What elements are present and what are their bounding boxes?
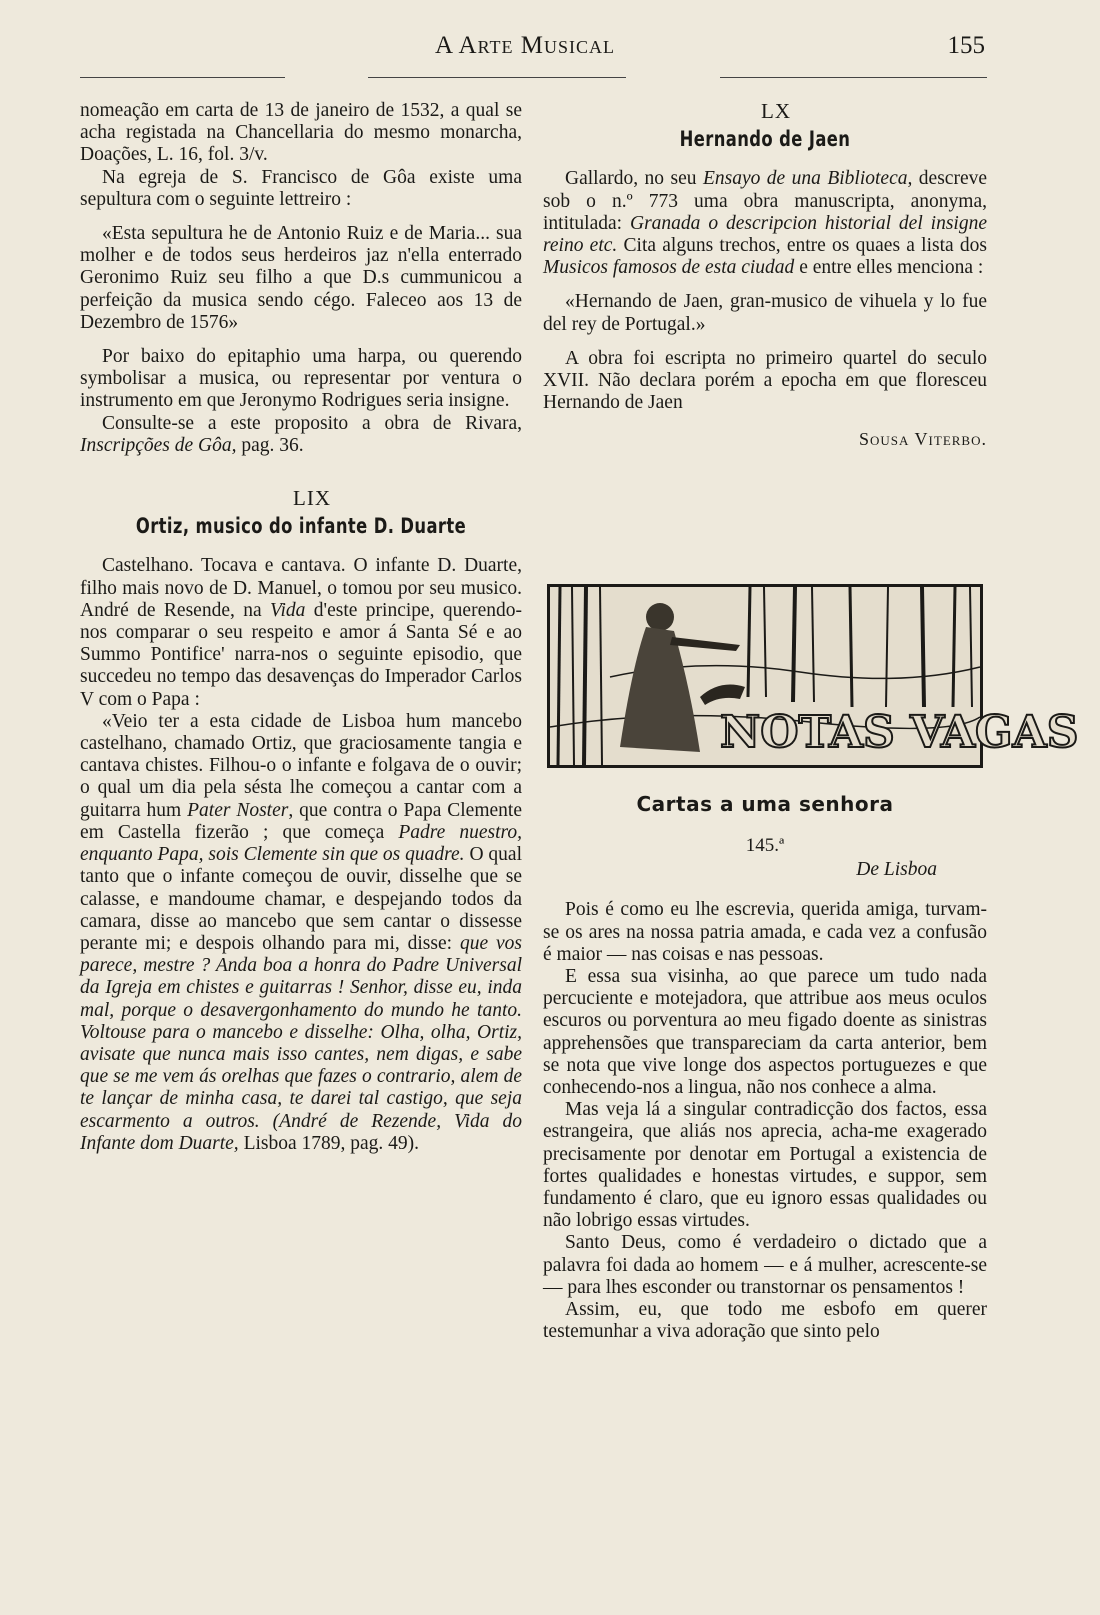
cartas-heading: [543, 792, 987, 816]
paragraph: [543, 168, 987, 279]
paragraph: A obra foi escripta no primeiro quartel do seculo XVII. Não declara porém a epocha em que floresceu Hernando de Jaen: [543, 347, 987, 414]
letter-number: 145.ª: [745, 835, 785, 856]
text-run: descreve sob o n.º 773 uma obra manuscripta, anonyma, intitulada:: [543, 168, 988, 234]
article-title: Cartas a uma senhora: [636, 792, 894, 816]
long-quote: [80, 711, 522, 1155]
italic-run: Pater Noster: [187, 799, 289, 821]
section-title: Hernando de Jaen: [679, 127, 851, 152]
text-run: Consulte-se a este proposito a obra de Rivara,: [102, 412, 522, 434]
left-column: [80, 100, 522, 1155]
woodcut-drawing: [550, 587, 1079, 765]
header-rule-left: [80, 77, 285, 78]
signature: Sousa Viterbo.: [858, 429, 987, 450]
paragraph: Mas veja lá a singular contradicção dos factos, essa estrangeira, que aliás nos aprecia, acha-me exagerado precisamente por denotar em Portugal a existencia de fortes qualidades e honestas virtudes, e suppor, sem fundamento é claro, que eu ignoro essas qualidades ou não lobrigo essas virtudes.: [543, 1099, 987, 1232]
text-run: O qual tanto que o infante começou de ouvir, disselhe que se calasse, e mandoume chamar, e despejando todos da camara, disse ao mancebo que sem cantar o dissesse perante mi; e despois olhando para mi, disse:: [80, 844, 523, 954]
right-column-bottom: [543, 835, 987, 1343]
text-run: «Veio ter a esta cidade de Lisboa hum mancebo castelhano, chamado Ortiz, que graciosamente tangia e cantava chistes. Filhou-o o infante e folgava de o ouvir; o qual um dia pela sésta lhe começou a cantar com a guitarra hum: [80, 710, 522, 821]
quote: «Hernando de Jaen, gran-musico de vihuela y lo fue del rey de Portugal.»: [543, 291, 987, 335]
italic-run: Padre nuestro, enquanto Papa, sois Clemente sin que os quadre.: [80, 821, 522, 866]
text-run: Lisboa 1789, pag. 49).: [238, 1132, 420, 1154]
paragraph: [80, 413, 522, 457]
journal-title: A Arte Musical: [435, 32, 615, 59]
section-title: Ortiz, musico do infante D. Duarte: [135, 514, 467, 539]
section-number: LX: [761, 99, 791, 123]
text-run: Cita alguns trechos, entre os quaes a lista dos: [617, 235, 987, 257]
text-run: Castelhano. Tocava e cantava. O infante D. Duarte, filho mais novo de D. Manuel, o tomou por seu musico. André de Resende, na: [80, 555, 522, 621]
header-rule-middle: [368, 77, 626, 78]
book-title: Inscripções de Gôa,: [80, 434, 237, 456]
paragraph: Santo Deus, como é verdadeiro o dictado que a palavra foi dada ao homem — e á mulher, acrescente-se — para lhes esconder ou transtornar os pensamentos !: [543, 1232, 987, 1298]
paragraph: Na egreja de S. Francisco de Gôa existe uma sepultura com o seguinte lettreiro :: [80, 166, 522, 210]
right-column-top: [543, 100, 987, 451]
italic-run: Granada o descripcion historial del insigne reino etc.: [543, 212, 987, 257]
text-run: Gallardo, no seu: [565, 168, 703, 190]
text-run: e entre elles menciona :: [794, 257, 984, 279]
epitaph-quote: «Esta sepultura he de Antonio Ruiz e de Maria... sua molher e de todos seus herdeiros jaz n'ella enterrado Geronimo Ruiz seu filho a que D.s cummunicou a perfeição da musica sendo cégo. Faleceo aos 13 de Dezembro de 1576»: [80, 223, 522, 333]
italic-run: Musicos famosos de esta ciudad: [543, 257, 795, 279]
notas-vagas-illustration: [547, 584, 1079, 768]
illustration-lettering: NOTAS VAGAS: [720, 707, 1079, 758]
paragraph: E essa sua visinha, ao que parece um tudo nada percuciente e motejadora, que attribue aos meus oculos escuros ou porventura ao meu figado doente as sinistras apprehensões que transpareciam da carta anterior, bem se nota que vive longe dos aspectos portuguezes e que conhecendo-nos a lingua, não nos conhece a alma.: [543, 966, 987, 1099]
running-header: [80, 32, 985, 64]
text-run: , que contra o Papa Clemente em Castella fizerão ; que começa: [80, 799, 522, 843]
paragraph: Por baixo do epitaphio uma harpa, ou querendo symbolisar a musica, ou representar por ventura o instrumento em que Jeronymo Rodrigues seria insigne.: [80, 346, 522, 412]
paragraph: [80, 555, 522, 710]
section-number: LIX: [293, 486, 331, 511]
paragraph: Assim, eu, que todo me esbofo em querer testemunhar a viva adoração que sinto pelo: [543, 1299, 987, 1343]
italic-run: que vos parece, mestre ? Anda boa a honra do Padre Universal da Igreja em chistes e guitarras ! Senhor, disse eu, inda mal, porque o desavergonhamento do mundo he tanto. Voltouse para o mancebo e disselhe: Olha, olha, Ortiz, avisate que nunca mais isso cantes, nem digas, e sabe que se me vem ás orelhas que fazes o contrario, alem de te lançar de minha casa, te darei tal castigo, que seja escarmento a outros. (André de Rezende, Vida do Infante dom Duarte,: [80, 932, 522, 1154]
italic-run: Vida: [270, 599, 306, 621]
text-run: d'este principe, querendo-nos comparar o seu respeito e amor á Santa Sé e ao Summo Pontifice' narra-nos o seguinte episodio, que succedeu no tempo das desavenças do Imperador Carlos V com o Papa :: [80, 599, 522, 710]
letter-place: De Lisboa: [856, 859, 937, 881]
paragraph: Pois é como eu lhe escrevia, querida amiga, turvam-se os ares na nossa patria amada, e cada vez a confusão é maior — nas coisas e nas pessoas.: [543, 899, 987, 965]
page-number: 155: [947, 32, 985, 59]
paragraph: nomeação em carta de 13 de janeiro de 1532, a qual se acha registada na Chancellaria do mesmo monarcha, Doações, L. 16, fol. 3/v.: [80, 100, 522, 166]
header-rule-right: [720, 77, 987, 78]
italic-run: Ensayo de una Biblioteca,: [702, 168, 913, 190]
text-run: pag. 36.: [236, 434, 304, 456]
